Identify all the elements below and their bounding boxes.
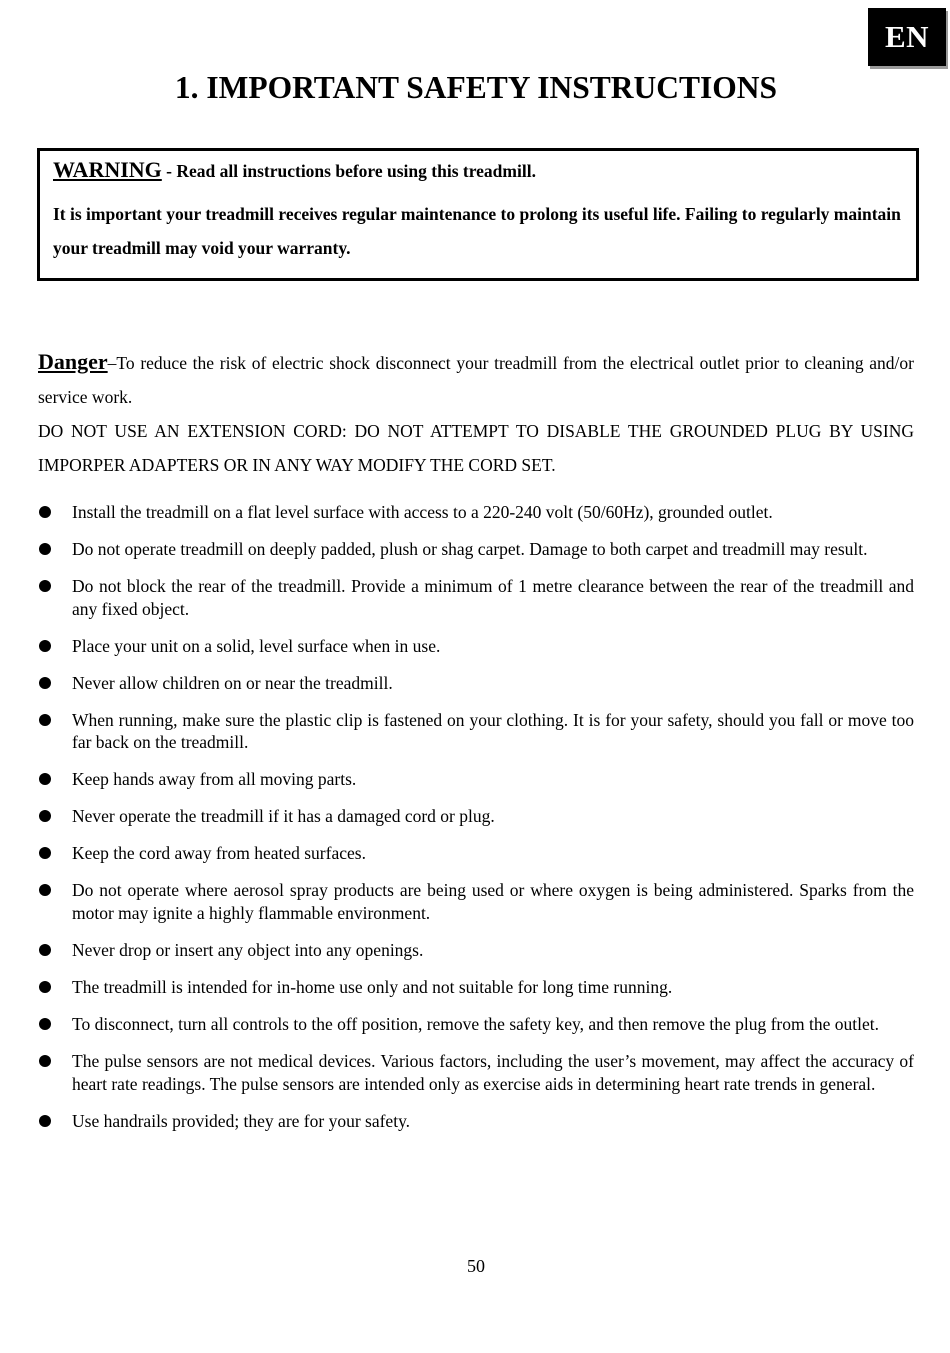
danger-text: –To reduce the risk of electric shock disconnect your treadmill from the electrical outlet prior to cleaning and/or service work.	[38, 353, 914, 407]
list-item	[38, 1110, 914, 1133]
list-item	[38, 575, 914, 620]
bullet-icon	[39, 1115, 51, 1127]
list-item-text: Keep hands away from all moving parts.	[72, 769, 357, 790]
list-item-text: Use handrails provided; they are for your safety.	[72, 1110, 411, 1131]
page-number: 50	[467, 1256, 485, 1276]
warning-maintenance-text: It is important your treadmill receives regular maintenance to prolong its useful life. Failing to regularly maintain your treadmill may void your warranty.	[53, 204, 901, 258]
list-item	[38, 805, 914, 828]
bullet-icon	[39, 714, 51, 726]
danger-label: Danger	[38, 349, 108, 374]
list-item	[38, 842, 914, 865]
safety-instructions-list	[38, 501, 914, 1147]
bullet-icon	[39, 810, 51, 822]
list-item	[38, 709, 914, 754]
page-title: 1. IMPORTANT SAFETY INSTRUCTIONS	[174, 70, 778, 105]
bullet-icon	[39, 944, 51, 956]
bullet-icon	[39, 981, 51, 993]
bullet-icon	[39, 773, 51, 785]
list-item-text: The pulse sensors are not medical devices. Various factors, including the user’s movement, may affect the accuracy of heart rate readings. The pulse sensors are intended only as exercise aids in determining heart rate trends in general.	[72, 1051, 914, 1094]
list-item	[38, 501, 914, 524]
list-item-text: Do not operate where aerosol spray products are being used or where oxygen is being administered. Sparks from the motor may ignite a highly flammable environment.	[72, 880, 914, 924]
list-item-text: Never drop or insert any object into any openings.	[72, 940, 424, 961]
list-item	[38, 976, 914, 999]
list-item-text: The treadmill is intended for in-home use only and not suitable for long time running.	[72, 977, 673, 998]
list-item	[38, 538, 914, 561]
warning-header	[53, 157, 536, 183]
bullet-icon	[39, 884, 51, 896]
bullet-icon	[39, 847, 51, 859]
warning-label: WARNING	[53, 157, 162, 182]
list-item-text: Never operate the treadmill if it has a damaged cord or plug.	[72, 806, 495, 827]
list-item-text: Keep the cord away from heated surfaces.	[72, 843, 366, 864]
list-item	[38, 1050, 914, 1095]
list-item-text: To disconnect, turn all controls to the off position, remove the safety key, and then remove the plug from the outlet.	[72, 1014, 879, 1035]
list-item	[38, 1013, 914, 1036]
list-item-text: Install the treadmill on a flat level surface with access to a 220-240 volt (50/60Hz), grounded outlet.	[72, 502, 773, 522]
extension-cord-warning: DO NOT USE AN EXTENSION CORD: DO NOT ATTEMPT TO DISABLE THE GROUNDED PLUG BY USING IMPORPER ADAPTERS OR IN ANY WAY MODIFY THE CORD SET.	[38, 421, 914, 475]
list-item-text: Never allow children on or near the treadmill.	[72, 672, 393, 693]
bullet-icon	[39, 506, 51, 518]
bullet-icon	[39, 640, 51, 652]
danger-section	[38, 345, 914, 482]
list-item-text: Do not operate treadmill on deeply padded, plush or shag carpet. Damage to both carpet and treadmill may result.	[72, 539, 868, 559]
warning-box	[37, 148, 919, 281]
bullet-icon	[39, 677, 51, 689]
bullet-icon	[39, 1018, 51, 1030]
list-item	[38, 939, 914, 962]
list-item	[38, 635, 914, 658]
list-item	[38, 879, 914, 924]
bullet-icon	[39, 580, 51, 592]
list-item-text: Place your unit on a solid, level surface when in use.	[72, 635, 441, 656]
bullet-icon	[39, 543, 51, 555]
warning-intro-text: - Read all instructions before using this treadmill.	[161, 161, 536, 181]
bullet-icon	[39, 1055, 51, 1067]
language-badge: EN	[868, 8, 946, 66]
list-item-text: Do not block the rear of the treadmill. Provide a minimum of 1 metre clearance between the rear of the treadmill and any fixed object.	[72, 576, 914, 619]
danger-paragraph	[38, 345, 914, 414]
list-item	[38, 672, 914, 695]
list-item-text: When running, make sure the plastic clip is fastened on your clothing. It is for your safety, should you fall or move too far back on the treadmill.	[72, 709, 914, 753]
list-item	[38, 768, 914, 791]
